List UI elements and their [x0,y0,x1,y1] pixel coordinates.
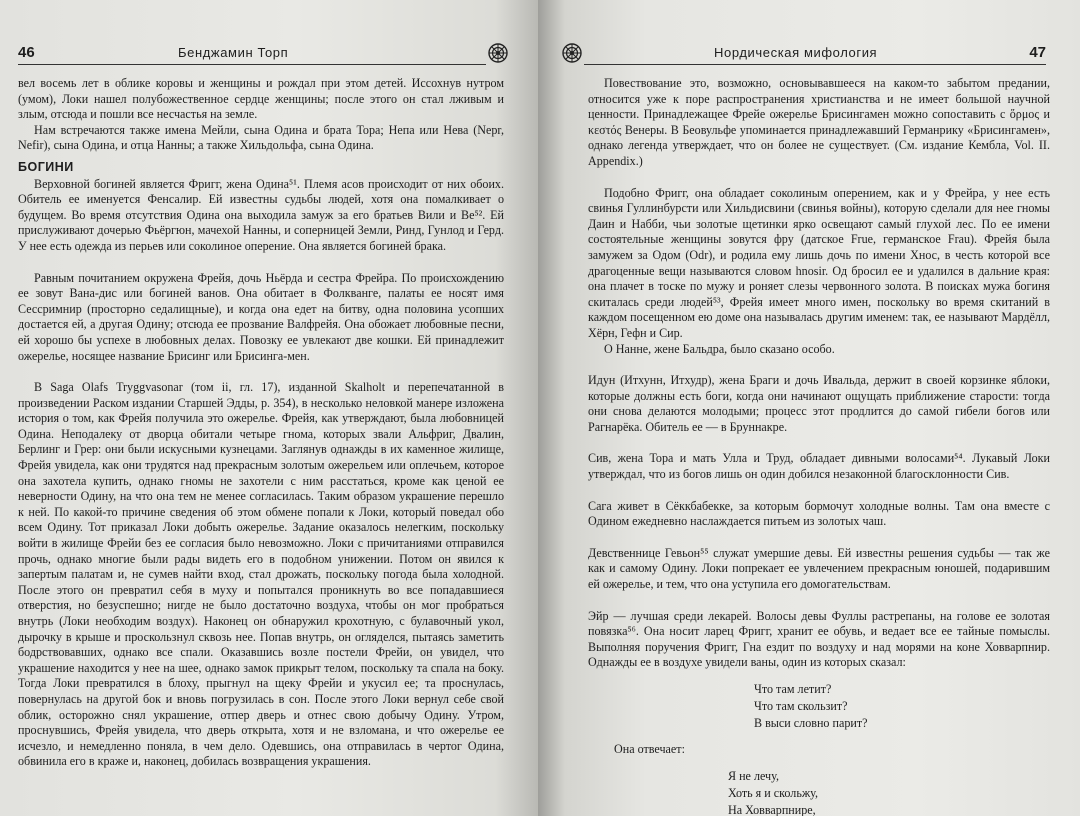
paragraph: Подобно Фригг, она обладает соколиным оперением, как и у Фрейра, у нее есть свинья Гуллинбурсти или Хильдисвини (свинья войны), которую сделали для нее гномы Даин и Набби, чьи золотые щетинки ярко освещают самый глухой лес. По ее имени состоятельные женщины зовутся фру (датское Frue, германское Frau). Фрейя была замужем за Одом (Odr), и родила ему лишь дочь по имени Хнос, в честь которой все драгоценные вещи называются словом hnosir. Од бросил ее и удалился в дальние края: она плачет в тоске по мужу и роняет слезы червонного золота. В поисках мужа богиня скиталась среди людей⁵³, Фрейя имеет много имен, поскольку во время скитаний в каждом посещенном ею доме она называлась другим именем: так, ее называют Мардёлл, Хёрн, Гефн и Сир. [588,185,1050,340]
right-page-header [562,40,1046,68]
paragraph: Нам встречаются также имена Мейли, сына Одина и брата Тора; Непа или Нева (Nepr, Nefir), сына Одина, и отца Нанны; а также Хильдольфа, сына Одина. [18,122,504,153]
poem-line: Что там летит? [754,682,832,696]
paragraph: Повествование это, возможно, основывавшееся на каком-то забытом предании, относится уже к поре распространения христианства и не имеет большой научной ценности. Принадлежащее Фрейе ожерелье Брисингамен можно сопоставить с ὅρμος и κεστός Венеры. В Беовульфе упоминается принадлежавший Германрику «Брисингамен», однако легенда утверждает, что он более не существует. (См. издание Кембла, Vol. II. Appendix.) [588,76,1050,168]
right-page [538,0,1080,816]
paragraph-sif: Сив, жена Тора и мать Улла и Труд, обладает дивными волосами⁵⁴. Лукавый Локи утверждал, что из богов лишь он один добился незаконной благосклонности Сив. [588,451,1050,482]
paragraph: вел восемь лет в облике коровы и женщины и рождал при этом детей. Иссохнув нутром (умом), Локи нашел полубожественное сердце женщины; после этого он стал лживым и злым, отсюда и пошли все несчастья на земле. [18,76,504,122]
reply-line: Она отвечает: [614,742,685,756]
header-rule [18,64,486,65]
poem-line: Хоть я и скольжу, [728,785,819,800]
paragraph-frigg: Верховной богиней является Фригг, жена Одина⁵¹. Племя асов происходит от них обоих. Обитель ее именуется Фенсалир. Ей известны судьбы людей, хотя она помалкивает о будущем. Во время отсутствия Одина она выходила замуж за его братьев Вили и Ве⁵². Ей прислуживают дочерью Фьёргюн, мачехой Нанны, и соперницей Земли, Ринд, Гунлод и Герд. У нее есть одежда из перьев или соколиное оперение. Она является богиней брака. [18,176,504,253]
poem-stanza [728,768,1050,816]
knot-emblem-icon [488,43,508,63]
poem-line: Что там скользит? [754,699,848,713]
page-number: 47 [1029,44,1046,61]
paragraph-freyja: Равным почитанием окружена Фрейя, дочь Ньёрда и сестра Фрейра. По происхождению ее зовут Вана-дис или богиней ванов. Она обитает в Фолкванге, палаты ее носят имя Сессримнир (просторно седалищные), и когда она едет на битву, одна половина усопших достается ей, а другая Одину; отсюда ее прозвание Валфрейя. Она обожает любовные песни, ей хорошо бы успехе в любовных делах. Повозку ее увлекают две кошки. Ей принадлежит ожерелье, носящее название Брисинг или Брисинга-мен. [18,270,504,363]
left-text-column [18,76,504,770]
poem-line: Я не лечу, [728,768,779,783]
page-number: 46 [18,44,35,61]
knot-emblem-icon [562,43,582,63]
running-title: Нордическая мифология [714,45,878,60]
paragraph: О Нанне, жене Бальдра, было сказано особо. [604,341,835,356]
poem-stanza [754,681,1050,732]
paragraph-idun: Идун (Итхунн, Итхудр), жена Браги и дочь Ивальда, держит в своей корзинке яблоки, которые должны есть боги, когда они начинают ощущать приближение старости: тогда они снова делаются молодыми; процесс этот продлится до самой гибели богов или Рагнарёка. Обитель ее — в Бруннакре. [588,373,1050,434]
paragraph-saga-olafs: В Saga Olafs Tryggvasonar (том ii, гл. 17), изданной Skalholt и перепечатанной в произведении Раском издании Старшей Эдды, p. 354), в несколько неловкой манере изложена история о том, как Фрейя получила это ожерелье. Фрейя, как утверждают, была любовницей Одина. Неподалеку от дворца обитали четыре гнома, которых звали Альфриг, Двалин, Берлинг и Грер: они были искусными кузнецами. Заглянув однажды в их каменное жилище, Фрейя увидела, как они трудятся над прекрасным золотым ожерельем или оплечьем, которое она захотела купить, однако гномы не захотели с ним расстаться, кроме как ценой ее неверности Одину, на что она тем не менее согласилась. Таким образом украшение перешло к ней. По какой-то причине сведения об этом обмене попали к Локи, который поведал обо всем Одину. Тот приказал Локи добыть ожерелье. Задание оказалось нелегким, поскольку войти в жилище Фрейи без ее согласия было невозможно. Локи с причитаниями отправился прочь, однако многие были рады видеть его в подобном унижении. Потом он явился к запертым палатам и, не сумев найти вход, стал дрожать, поскольку погода была холодной. После этого он превратил себя в муху и попытался проникнуть во все попадавшиеся отверстия, но безуспешно; нигде не было достаточно воздуха, чтобы он мог пробраться внутрь (Локи необходим воздух). Наконец он обнаружил крохотную, с булавочный укол, дырочку в крыше и проскользнул сквозь нее. Попав внутрь, он огляделся, пытаясь заметить бодрствовавших, однако все спали. Оказавшись возле постели Фрейи, он увидел, что украшение находится у нее на шее, однако замок прикрыт телом, поскольку та спала на боку. Тогда Локи превратился в блоху, прыгнул на щеку Фрейи и укусил ее; та проснулась, повернулась на другой бок и вновь погрузилась в сон. После этого Локи вернул себе свой облик, осторожно снял украшение, отпер дверь и отнес свою добычу Одину. Утром, проснувшись, Фрейя увидела, что дверь открыта, хотя и не взломана, и что ожерелье ее исчезло, и немедленно поняла, в чем дело. Одевшись, она отправилась в чертог Одина, обвинила его в краже и, наконец, добилась возвращения украшения. [18,380,504,769]
right-text-column [588,76,1050,816]
paragraph-eir: Эйр — лучшая среди лекарей. Волосы девы Фуллы растрепаны, на голове ее золотая повязка⁵⁶. Она носит ларец Фригг, хранит ее обувь, и ведает все ее тайные помыслы. Выполняя поручения Фригг, Гна ездит по воздуху и над морями на коне Ховварпнир. Однажды ее в воздухе увидели ваны, один из которых сказал: [588,608,1050,670]
paragraph-saga: Сага живет в Сёккбабекке, за которым бормочут холодные волны. Там она вместе с Одином ежедневно наслаждается питьем из золотых чаш. [588,498,1050,529]
left-page-header [18,40,510,68]
section-heading: БОГИНИ [18,159,74,174]
running-title: Бенджамин Торп [178,45,289,60]
header-rule [584,64,1046,65]
poem-line: В выси словно парит? [754,716,868,730]
left-page [0,0,538,816]
poem-line: На Ховварпнире, [728,802,816,816]
paragraph-gefjon: Девственнице Гевьон⁵⁵ служат умершие девы. Ей известны решения судьбы — так же как и самому Одину. Локи попрекает ее увлечением прекрасным юношей, подарившим ей ожерелье, и тем, что она уступила его домогательствам. [588,545,1050,592]
